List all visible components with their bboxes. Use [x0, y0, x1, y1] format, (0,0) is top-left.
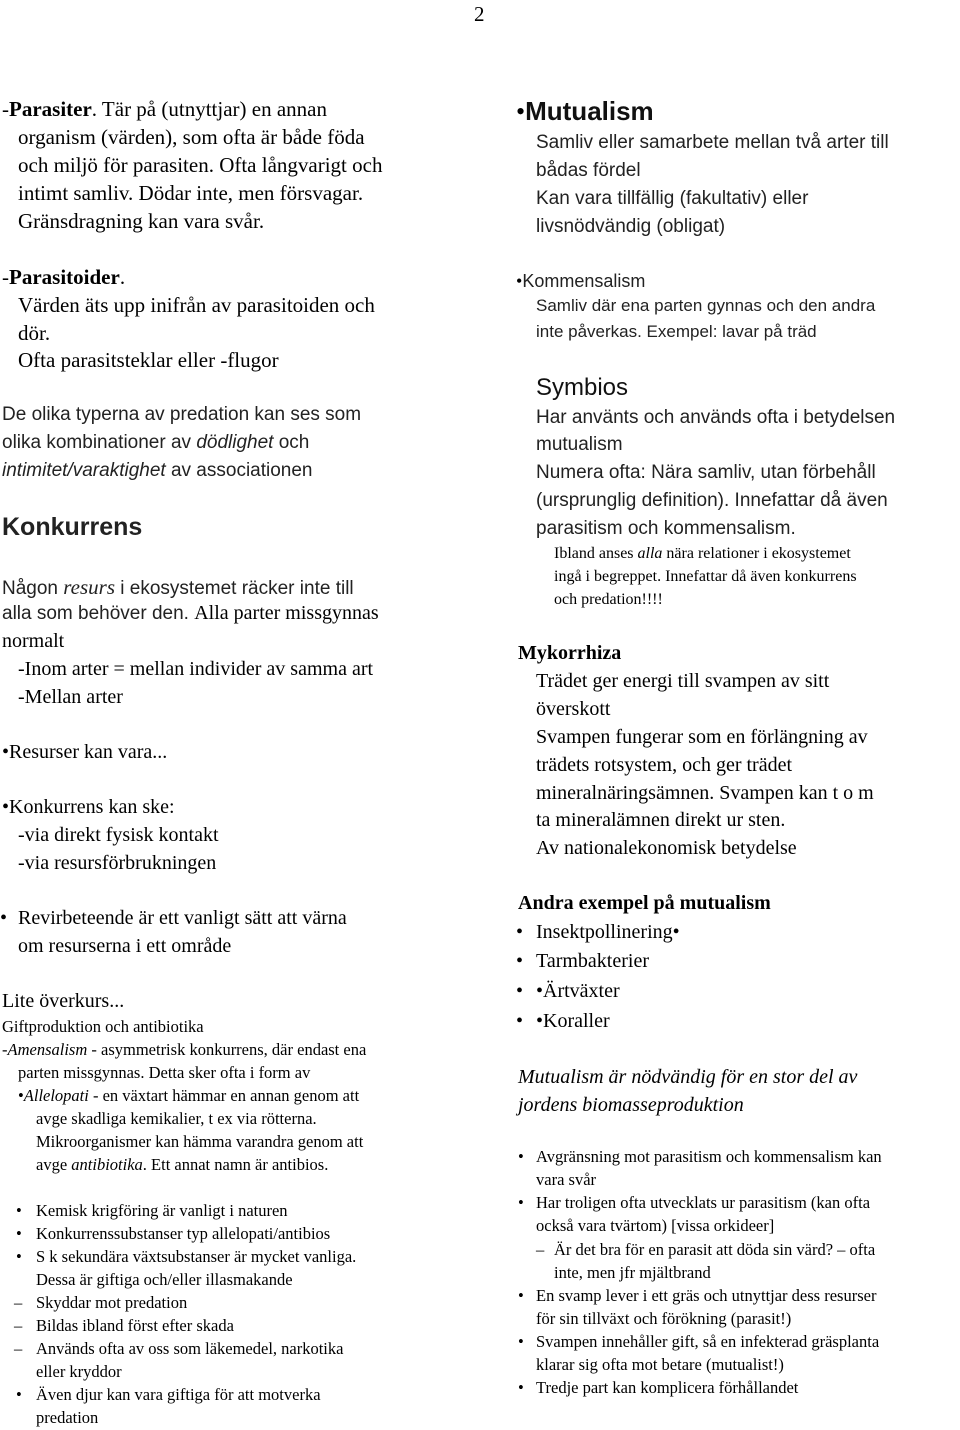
- list-item-continued: vara svår: [536, 1170, 597, 1189]
- parasiter-line4: intimt samliv. Dödar inte, men försvagar.: [18, 181, 364, 205]
- overkurs-line4-b: - en växtart hämmar en annan genom att: [88, 1086, 360, 1105]
- bullet-icon: •: [518, 1286, 524, 1305]
- predation-intimitet: intimitet/varaktighet: [2, 460, 166, 481]
- sub-item: Används ofta av oss som läkemedel, narkotika: [36, 1339, 344, 1358]
- konkurrens-resurs: resurs: [63, 575, 116, 599]
- via-kontakt: -via direkt fysisk kontakt: [18, 824, 219, 846]
- resurser-text: Resurser kan vara...: [9, 741, 168, 763]
- predation-line1: De olika typerna av predation kan ses som: [2, 404, 362, 425]
- overkurs-line7-b: . Ett annat namn är antibios.: [142, 1155, 329, 1174]
- overkurs-line1: Giftproduktion och antibiotika: [2, 1017, 204, 1036]
- overkurs-line3: parten missgynnas. Detta sker ofta i form av: [18, 1063, 311, 1082]
- sub-item: Är det bra för en parasit att döda sin värd? – ofta: [554, 1240, 876, 1259]
- bullet-icon: •: [2, 741, 10, 763]
- parasiter-line2: organism (värden), som ofta är både föda: [18, 125, 365, 149]
- overkurs-antibiotika: antibiotika: [71, 1155, 143, 1174]
- bullet-icon: •: [518, 1332, 524, 1351]
- andra-item: Tarmbakterier: [536, 950, 649, 972]
- parasitoider-prefix: -: [2, 265, 9, 289]
- sub-item-continued: eller kryddor: [36, 1362, 122, 1381]
- mutualism-line2: bådas fördel: [536, 160, 641, 181]
- konkurrens-line5: -Mellan arter: [18, 686, 123, 708]
- parasitoider-line1: Värden äts upp inifrån av parasitoiden och: [18, 293, 375, 317]
- parasiter-line3: och miljö för parasiten. Ofta långvarigt och: [18, 153, 383, 177]
- parasitoider-title: Parasitoider: [9, 265, 120, 289]
- parasiter-prefix: -: [2, 97, 9, 121]
- revir-line2: om resurserna i ett område: [18, 935, 232, 957]
- conclusion-line2: jordens biomasseproduktion: [518, 1094, 744, 1116]
- list-item-continued: också vara tvärtom) [vissa orkideer]: [536, 1216, 775, 1235]
- list-item-continued: predation: [36, 1408, 99, 1427]
- symbios-note2: ingå i begreppet. Innefattar då även konkurrens: [554, 568, 857, 585]
- dash-icon: –: [14, 1316, 23, 1335]
- overkurs-line5: avge skadliga kemikalier, t ex via rötterna.: [36, 1109, 317, 1128]
- konkurrens-line3: normalt: [2, 630, 65, 652]
- bullet-icon: •: [16, 1385, 22, 1404]
- predation-dodlighet: dödlighet: [196, 432, 274, 453]
- symbios-line3: Numera ofta: Nära samliv, utan förbehåll: [536, 462, 876, 483]
- symbios-line2: mutualism: [536, 434, 623, 455]
- mykorrhiza-line1: Trädet ger energi till svampen av sitt: [536, 670, 830, 692]
- symbios-heading: Symbios: [536, 374, 629, 401]
- mutualism-heading: Mutualism: [525, 96, 654, 126]
- symbios-note1-b: nära relationer i ekosystemet: [662, 545, 851, 562]
- list-item: Avgränsning mot parasitism och kommensalism kan: [536, 1147, 882, 1166]
- page-number: 2: [474, 2, 485, 26]
- mykorrhiza-line2: överskott: [536, 698, 611, 720]
- bullet-icon: •: [16, 1201, 22, 1220]
- kommensalism-heading: Kommensalism: [522, 271, 646, 291]
- konkurrens-heading: Konkurrens: [2, 513, 143, 541]
- parasitoider-line3: Ofta parasitsteklar eller -flugor: [18, 348, 279, 372]
- sub-item-continued: inte, men jfr mjältbrand: [554, 1263, 711, 1282]
- predation-line2-a: olika kombinationer av: [2, 432, 197, 453]
- mutualism-line1: Samliv eller samarbete mellan två arter till: [536, 132, 889, 153]
- symbios-note3: och predation!!!!: [554, 591, 663, 608]
- conclusion-line1: Mutualism är nödvändig för en stor del av: [518, 1066, 858, 1088]
- konkurrens-line2-b: Alla parter missgynnas: [194, 602, 379, 624]
- bullet-icon: •: [516, 921, 524, 943]
- bullet-icon: •: [516, 271, 523, 291]
- bullet-icon: •: [672, 921, 680, 943]
- bullet-icon: •: [518, 1193, 524, 1212]
- parasitoider-period: .: [119, 265, 126, 289]
- list-item: S k sekundära växtsubstanser är mycket vanliga.: [36, 1247, 357, 1266]
- parasitoider-line2: dör.: [18, 321, 51, 345]
- bullet-icon: •: [536, 1010, 544, 1032]
- konkurrens-line1-b: i ekosystemet räcker inte till: [115, 578, 354, 599]
- overkurs-allelopati: Allelopati: [23, 1086, 89, 1105]
- mutualism-line3: Kan vara tillfällig (fakultativ) eller: [536, 188, 809, 209]
- mykorrhiza-line5: mineralnäringsämnen. Svampen kan t o m: [536, 782, 874, 804]
- mykorrhiza-line6: ta mineralämnen direkt ur sten.: [536, 809, 786, 831]
- overkurs-line2-a: -: [2, 1040, 8, 1059]
- list-item-continued: klarar sig ofta mot betare (mutualist!): [536, 1355, 784, 1374]
- mutualism-line4: livsnödvändig (obligat): [536, 216, 726, 237]
- mykorrhiza-line7: Av nationalekonomisk betydelse: [536, 837, 797, 859]
- bullet-icon: •: [516, 1010, 524, 1032]
- bullet-icon: •: [16, 1247, 22, 1266]
- list-item: Har troligen ofta utvecklats ur parasitism (kan ofta: [536, 1193, 871, 1212]
- symbios-note1-alla: alla: [637, 545, 663, 562]
- parasiter-line5: Gränsdragning kan vara svår.: [18, 209, 265, 233]
- list-item: Konkurrenssubstanser typ allelopati/antibios: [36, 1224, 331, 1243]
- mykorrhiza-heading: Mykorrhiza: [518, 642, 622, 664]
- parasiter-line1: . Tär på (utnyttjar) en annan: [91, 97, 327, 121]
- symbios-line5: parasitism och kommensalism.: [536, 518, 796, 539]
- kommensalism-line2: inte påverkas. Exempel: lavar på träd: [536, 322, 817, 341]
- andra-heading: Andra exempel på mutualism: [518, 892, 771, 914]
- bullet-icon: •: [518, 1147, 524, 1166]
- bullet-icon: •: [0, 907, 8, 929]
- bullet-icon: •: [518, 1378, 524, 1397]
- list-item: En svamp lever i ett gräs och utnyttjar dess resurser: [536, 1286, 877, 1305]
- bullet-icon: •: [516, 97, 526, 126]
- parasiter-title: Parasiter: [9, 97, 92, 121]
- bullet-icon: •: [18, 1086, 24, 1105]
- bullet-icon: •: [516, 950, 524, 972]
- predation-line3-b: av associationen: [165, 460, 313, 481]
- predation-line2-b: och: [273, 432, 310, 453]
- list-item: Även djur kan vara giftiga för att motverka: [36, 1385, 321, 1404]
- dash-icon: –: [14, 1293, 23, 1312]
- list-item-continued: Dessa är giftiga och/eller illasmakande: [36, 1270, 293, 1289]
- overkurs-title: Lite överkurs...: [2, 990, 125, 1012]
- overkurs-line6: Mikroorganismer kan hämma varandra genom att: [36, 1132, 364, 1151]
- overkurs-line7-a: avge: [36, 1155, 72, 1174]
- list-item: Tredje part kan komplicera förhållandet: [536, 1378, 799, 1397]
- kommensalism-line1: Samliv där ena parten gynnas och den andra: [536, 296, 876, 315]
- overkurs-line2-b: - asymmetrisk konkurrens, där endast ena: [87, 1040, 367, 1059]
- bullet-icon: •: [536, 980, 544, 1002]
- dash-icon: –: [536, 1240, 545, 1259]
- bullet-icon: •: [2, 796, 10, 818]
- andra-item: Ärtväxter: [543, 980, 620, 1002]
- symbios-line1: Har använts och används ofta i betydelsen: [536, 407, 896, 428]
- mykorrhiza-line4: trädets rotsystem, och ger trädet: [536, 754, 793, 776]
- andra-item: Koraller: [543, 1010, 610, 1032]
- via-resurs: -via resursförbrukningen: [18, 852, 217, 874]
- symbios-line4: (ursprunglig definition). Innefattar då även: [536, 490, 888, 511]
- symbios-note1-a: Ibland anses: [554, 545, 638, 562]
- list-item: Kemisk krigföring är vanligt i naturen: [36, 1201, 288, 1220]
- list-item-continued: för sin tillväxt och förökning (parasit!): [536, 1309, 792, 1328]
- konkurrens-line2-a: alla som behöver den.: [2, 603, 195, 624]
- bullet-icon: •: [16, 1224, 22, 1243]
- mykorrhiza-line3: Svampen fungerar som en förlängning av: [536, 726, 868, 748]
- bullet-icon: •: [516, 980, 524, 1002]
- kan-ske-text: Konkurrens kan ske:: [9, 796, 175, 818]
- overkurs-amensalism: Amensalism: [7, 1040, 88, 1059]
- konkurrens-line1-a: Någon: [2, 578, 64, 599]
- andra-item: Insektpollinering: [536, 921, 673, 943]
- sub-item: Bildas ibland först efter skada: [36, 1316, 234, 1335]
- sub-item: Skyddar mot predation: [36, 1293, 188, 1312]
- konkurrens-line4: -Inom arter = mellan individer av samma art: [18, 658, 374, 680]
- dash-icon: –: [14, 1339, 23, 1358]
- revir-line1: Revirbeteende är ett vanligt sätt att värna: [18, 907, 347, 929]
- list-item: Svampen innehåller gift, så en infekterad gräsplanta: [536, 1332, 880, 1351]
